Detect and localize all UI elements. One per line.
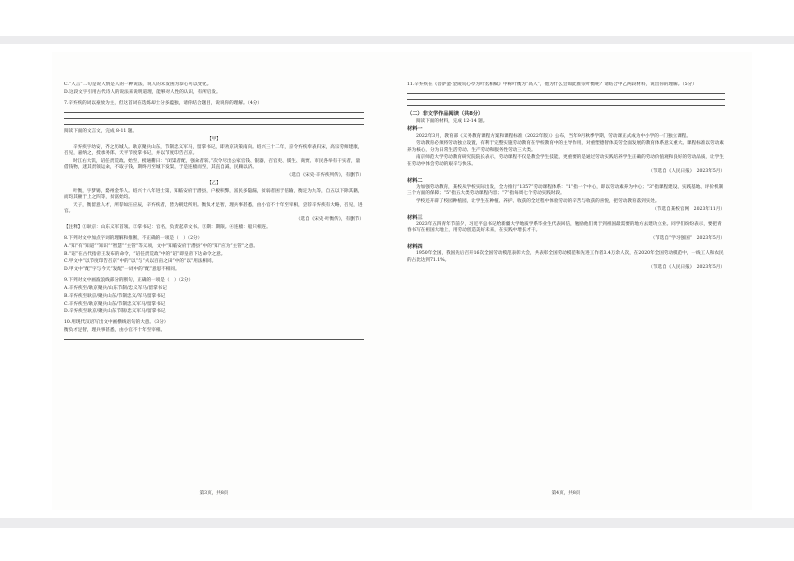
material-2-title: 材料二 (407, 177, 423, 184)
material-paragraph: 2022年3月，教育部《义务教育课程方案和课程标准（2022年版）》公布，当年9月秋季学期，劳动课正式成为中小学的一门独立课程。 (416, 133, 691, 139)
q9-option-c: C.辛弃疾至/耿京聚兵山东/节制忠义军马/留掌书记 (64, 301, 166, 307)
answer-line (64, 118, 364, 119)
q8-option-b: B.“诏”在古代指帝王发布的命令，“诏任责荒政”中的“诏”即皇帝下达命令之意。 (64, 251, 226, 257)
section-intro: 阅读下面的材料，完成 12-14 题。 (416, 118, 488, 124)
text-a-paragraph: 时江右大饥，诏任责荒政。始至，榜通衢曰：“闭粜者配，强籴者斩。”次令尽出公家官钱、银器，召官吏、儒生、商贾、市民各举有干实者，量借钱物，逮其责领运籴，不取子钱，期终月至城下发粜，于是连樯而至，其直自减，民赖以济。 (64, 158, 361, 170)
material-4-source: （节选自《人民日报》 2023年5月） (648, 265, 725, 271)
question-8: 8.下列对文中加点字词的理解和推断，不正确的一项是（ ）（2分） (64, 235, 203, 241)
material-paragraph: 1950年全国，我国先后召开16次全国劳动模范表彰大会，共表彰全国劳动模范和先进工作者3.4万余人次，在2020年全国劳动模范中，一线工人和农民的占比达到71.1%。 (407, 251, 724, 263)
text-a-label: 【甲】 (207, 136, 221, 142)
material-paragraph: 2023年五四青年节前夕，习近平总书记给新疆大学地质学系毕业生代表回信，勉励他们勇于到祖国最需要的地方去建功立业。同学们纷纷表示，要把青春书写在祖国大地上，用劳动创造美好未来，在实践中增长才干。 (407, 222, 722, 234)
material-paragraph: 为加强劳动教育，某校从学校实际出发，全力推行“1357”劳动课程体系：“1”指一个中心，即以劳动素养为中心；“3”指课程建设、实践基地、评价机制三个方面的保障；“5”指五大类劳动课程内容；“7”指每周七个劳动实践时段。 (407, 184, 724, 196)
answer-line (407, 105, 725, 106)
answer-line (407, 99, 725, 100)
text-a-source: （选自《宋史·辛弃疾列传》，有删节） (286, 172, 364, 178)
material-4-title: 材料四 (407, 244, 423, 251)
q8-option-a: A.“知”有“知道”“知识”“智慧”“主管”等义项，文中“知临安府于潜县”中的“知”应为“主管”之意。 (64, 243, 258, 249)
q9-option-a: A.辛弃疾至/耿京聚兵/山东节制/忠义军马/留掌书记 (64, 285, 167, 291)
text-b-source: （选自《宋史·叶衡传》，有删节） (295, 216, 364, 222)
q8-option-c: C.甲文中“以节度印告召京”中的“以”与“夫以百亩之田”中的“以”用法相同。 (64, 259, 217, 265)
material-1-source: （节选自《人民日报》 2023年5月） (648, 169, 725, 175)
q6-option-d: D.这段文字引用古代诗人的说法来说明道理，能够对人性的认识，有所启发。 (64, 89, 221, 95)
text-a-paragraph: 辛弃疾字幼安，齐之历城人。耿京聚兵山东，节制忠义军马，留掌书记，即劝京决策南向。绍兴三十二年，京令弃疾奉表归宋，高宗劳师建康，召见，嘉纳之，授承务郎、天平节度掌书记，并以节度印告召京。 (64, 144, 363, 156)
bottom-scan-band (0, 518, 794, 528)
text-b-label: 【乙】 (207, 180, 221, 186)
material-paragraph: 南京师范大学劳动教育研究院院长表示，劳动课程不仅是教会学生技能，更重要的是通过劳动实践培养学生正确的劳动价值观和良好的劳动品质，让学生在劳动中体会劳动的艰辛与快乐。 (407, 155, 724, 167)
page-number-right: 第4页，共8页 (551, 490, 581, 496)
q6-option-c: C.“人言”二句是说人情是人的一种说法，说人的未发困为恭心可以变化。 (64, 82, 212, 87)
question-10: 10.用现代汉语写出文中画横线语句的大意。（3分） (64, 320, 169, 326)
right-page (407, 82, 725, 496)
answer-line (64, 339, 364, 340)
material-3-source: （节选自“学习强国” 2023年5月） (650, 236, 725, 241)
answer-line (407, 93, 725, 94)
material-3-title: 材料三 (407, 214, 423, 221)
material-paragraph: 学校还开辟了校园种植园，让学生在种植、养护、收获的全过程中体验劳动的辛苦与收获的喜悦，把劳动教育落到实处。 (416, 198, 660, 204)
text-b-paragraph: 叶衡，字梦锡，婺州金华人。绍兴十八年进士第，知临安府于潜县，户板积弊，富民多隐漏，贫弱者困于倍输，衡定为九等，自五以下除其籍，而均其额于上之四等，贫富始均。 (64, 188, 363, 200)
top-scan-band (0, 36, 794, 44)
left-page (64, 82, 364, 496)
text-b-paragraph: 天子，衡留意人才，所荐如汪应辰，辛弃疾者，皆为朝廷所用。衡负才足智，理兵事甚悉，由小官不十年至宰相，尝荐辛弃疾有大略，召见，进官。 (64, 202, 363, 214)
page-number-left: 第3页，共8页 (199, 490, 229, 496)
section-heading: （二）非文学作品阅读（共8分） (407, 111, 484, 118)
q9-option-b: B.辛弃疾至耿京/聚兵山东/节制忠义/军马留掌书记 (64, 293, 166, 299)
material-paragraph: 劳动教育必须将劳动独立设置，有利于完整实施劳动教育在学校教育中的主导作用，对重塑德智体美劳全面发展的教育体系意义重大。课程标准以劳动素养为核心，分为日常生活劳动、生产劳动和服务性劳动三大类。 (407, 141, 724, 153)
answer-line (64, 112, 364, 113)
question-7: 7.辛弃疾的词以豪放为主，但这首词在选炼却士分多蕴独，请你结合题目，说说你的理解。（4分） (64, 100, 262, 106)
q10-sentence: 衡负才足智，理兵事甚悉，由小官不十年至宰相。 (64, 328, 166, 334)
material-2-source: （节选自某校官网 2023年11月） (652, 206, 725, 212)
q9-option-d: D.辛弃疾至耿京/聚兵山东节制/忠义军马/留掌书记 (64, 309, 166, 315)
exam-sheet (52, 52, 752, 510)
question-11: 11.辛弃疾在《菩萨蛮·金陵赏心亭为叶丞相赋》中称叶衡为“高人”，他为什么会如此推崇叶衡呢？请结合甲乙两段材料，说出你的理解。（5分） (407, 82, 697, 87)
material-1-title: 材料一 (407, 126, 423, 133)
q8-option-d: D.甲文中“配”字与今天“发配”一词中的“配”意思不相同。 (64, 267, 180, 273)
notes: 【注释】①耿京：山东义军首领。②掌书记：官名，负责起草文书。③期：期限。④连樯：船只相连。 (64, 224, 271, 230)
answer-line (64, 124, 364, 125)
reading-intro: 阅读下面的文言文，完成 8-11 题。 (64, 129, 137, 135)
question-9: 9.下列对文中画波浪线部分的断句，正确的一项是（ ）（2分） (64, 278, 194, 284)
